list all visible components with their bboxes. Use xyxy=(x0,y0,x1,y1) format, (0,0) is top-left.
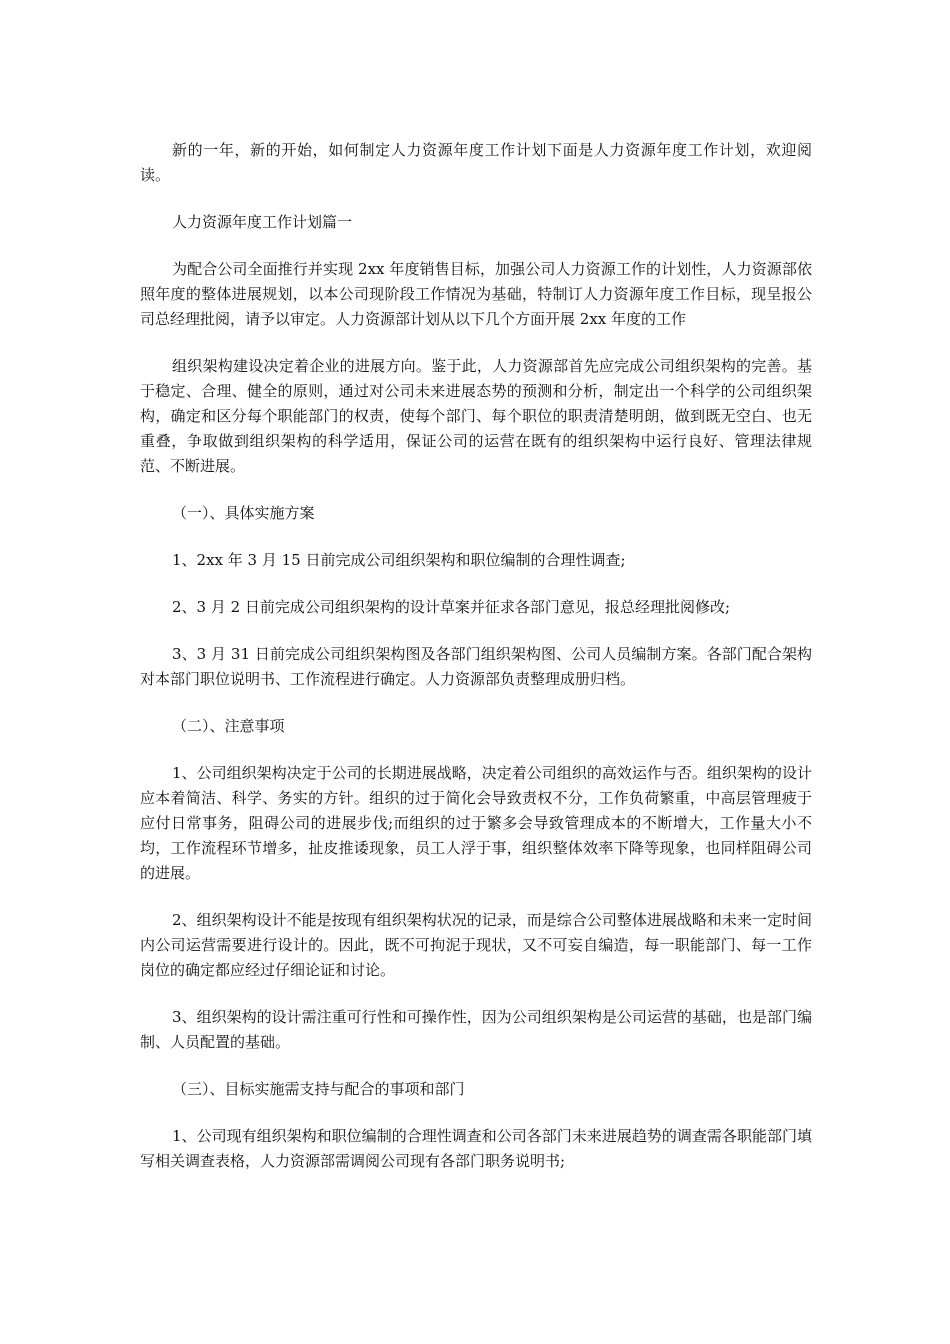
org-structure-paragraph: 组织架构建设决定着企业的进展方向。鉴于此，人力资源部首先应完成公司组织架构的完善。基于稳定、合理、健全的原则，通过对公司未来进展态势的预测和分析，制定出一个科学的公司组织架构，确定和区分每个职能部门的权责，使每个部门、每个职位的职责清楚明朗，做到既无空白、也无重叠，争取做到组织架构的科学适用，保证公司的运营在既有的组织架构中运行良好、管理法律规范、不断进展。 xyxy=(140,357,812,475)
subsection-heading-notes: （二）、注意事项 xyxy=(172,717,285,735)
plan-item-2: 2、3 月 2 日前完成公司组织架构的设计草案并征求各部门意见，报总经理批阅修改; xyxy=(172,598,730,616)
intro-paragraph: 新的一年，新的开始，如何制定人力资源年度工作计划下面是人力资源年度工作计划，欢迎阅读。 xyxy=(140,141,812,184)
note-item-3: 3、组织架构的设计需注重可行性和可操作性，因为公司组织架构是公司运营的基础，也是部门编制、人员配置的基础。 xyxy=(140,1008,812,1051)
plan-item-1: 1、2xx 年 3 月 15 日前完成公司组织架构和职位编制的合理性调查; xyxy=(172,551,626,569)
note-item-1: 1、公司组织架构决定于公司的长期进展战略，决定着公司组织的高效运作与否。组织架构的设计应本着简洁、科学、务实的方针。组织的过于简化会导致责权不分，工作负荷繁重，中高层管理疲于应付日常事务，阻碍公司的进展步伐;而组织的过于繁多会导致管理成本的不断增大，工作量大小不均，工作流程环节增多，扯皮推诿现象，员工人浮于事，组织整体效率下降等现象，也同样阻碍公司的进展。 xyxy=(140,764,812,882)
note-item-2: 2、组织架构设计不能是按现有组织架构状况的记录，而是综合公司整体进展战略和未来一定时间内公司运营需要进行设计的。因此，既不可拘泥于现状，又不可妄自编造，每一职能部门、每一工作岗位的确定都应经过仔细论证和讨论。 xyxy=(140,911,812,979)
support-item-1: 1、公司现有组织架构和职位编制的合理性调查和公司各部门未来进展趋势的调查需各职能部门填写相关调查表格，人力资源部需调阅公司现有各部门职务说明书; xyxy=(140,1127,812,1170)
document-body xyxy=(140,138,812,1196)
plan-item-3: 3、3 月 31 日前完成公司组织架构图及各部门组织架构图、公司人员编制方案。各部门配合架构对本部门职位说明书、工作流程进行确定。人力资源部负责整理成册归档。 xyxy=(140,645,812,688)
purpose-paragraph: 为配合公司全面推行并实现 2xx 年度销售目标，加强公司人力资源工作的计划性，人力资源部依照年度的整体进展规划，以本公司现阶段工作情况为基础，特制订人力资源年度工作目标，现呈报公司总经理批阅，请予以审定。人力资源部计划从以下几个方面开展 2xx 年度的工作 xyxy=(140,260,812,328)
section-heading: 人力资源年度工作计划篇一 xyxy=(172,213,353,231)
subsection-heading-support: （三）、目标实施需支持与配合的事项和部门 xyxy=(172,1080,465,1098)
subsection-heading-plan: （一）、具体实施方案 xyxy=(172,504,315,522)
